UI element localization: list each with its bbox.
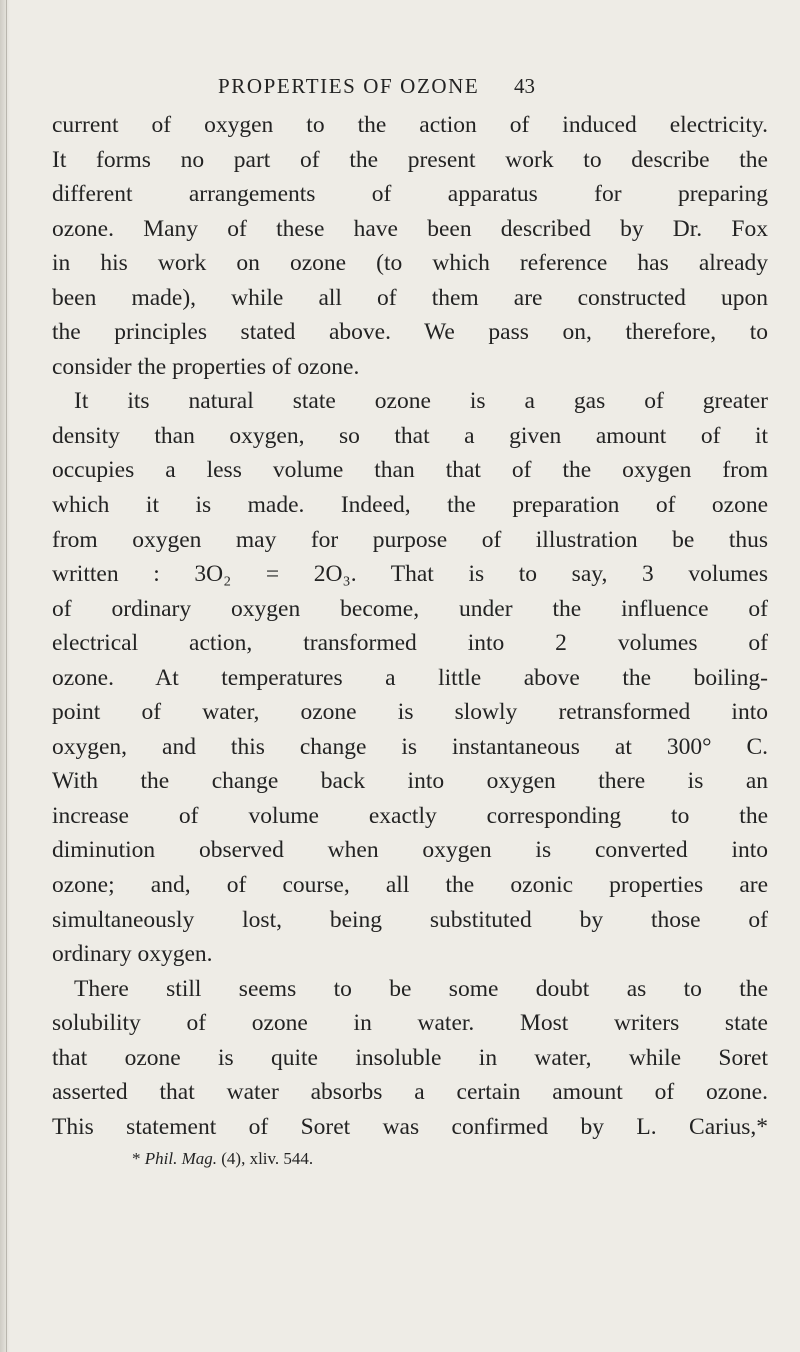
- text-line: density than oxygen, so that a given amount of it: [52, 422, 768, 449]
- text-line: It forms no part of the present work to describe the: [52, 146, 768, 173]
- text-line: It its natural state ozone is a gas of greater: [74, 388, 768, 415]
- text-line: electrical action, transformed into 2 volumes of: [52, 630, 768, 657]
- text-line: ordinary oxygen.: [52, 941, 213, 968]
- text-line: ozone. At temperatures a little above the boiling-: [52, 664, 768, 691]
- footnote-reference: (4), xliv. 544.: [221, 1149, 314, 1169]
- text-line: consider the properties of ozone.: [52, 353, 360, 380]
- text-line: current of oxygen to the action of induced electricity.: [52, 112, 768, 138]
- text-line: different arrangements of apparatus for preparing: [52, 181, 768, 208]
- text-line: been made), while all of them are constructed upon: [52, 284, 768, 311]
- text-line: With the change back into oxygen there is an: [52, 768, 768, 795]
- text-line: in his work on ozone (to which reference has already: [52, 250, 768, 277]
- text-line: asserted that water absorbs a certain amount of ozone.: [52, 1079, 768, 1106]
- running-head: [0, 66, 800, 106]
- footnote-source: Phil. Mag.: [144, 1149, 217, 1169]
- text-line: oxygen, and this change is instantaneous at 300° C.: [52, 733, 768, 760]
- text-line: increase of volume exactly corresponding to the: [52, 802, 768, 829]
- footnote-marker: *: [132, 1149, 141, 1169]
- page-binding-edge: [0, 0, 10, 1352]
- text-line: ozone; and, of course, all the ozonic properties are: [52, 872, 768, 899]
- body-text: [52, 108, 768, 1172]
- text-line: There still seems to be some doubt as to the: [74, 975, 768, 1002]
- text-line: which it is made. Indeed, the preparation of ozone: [52, 492, 768, 519]
- text-line: simultaneously lost, being substituted by those of: [52, 906, 768, 933]
- text-line: ozone. Many of these have been described by Dr. Fox: [52, 215, 768, 242]
- text-line: solubility of ozone in water. Most writers state: [52, 1010, 768, 1037]
- running-title: PROPERTIES OF OZONE: [218, 74, 480, 98]
- text-line: point of water, ozone is slowly retransformed into: [52, 699, 768, 726]
- text-line: This statement of Soret was confirmed by L. Carius,*: [52, 1113, 768, 1140]
- text-line: the principles stated above. We pass on, therefore, to: [52, 319, 768, 346]
- text-line: occupies a less volume than that of the oxygen from: [52, 457, 768, 484]
- page-edge-line: [6, 0, 7, 1352]
- page-number: 43: [514, 74, 535, 98]
- footnote: [52, 1146, 768, 1172]
- text-line: diminution observed when oxygen is converted into: [52, 837, 768, 864]
- text-line: written : 3O₂ = 2O₃. That is to say, 3 volumes: [52, 561, 768, 588]
- text-line: from oxygen may for purpose of illustration be thus: [52, 526, 768, 553]
- text-line: that ozone is quite insoluble in water, while Soret: [52, 1044, 768, 1071]
- text-line: of ordinary oxygen become, under the influence of: [52, 595, 768, 622]
